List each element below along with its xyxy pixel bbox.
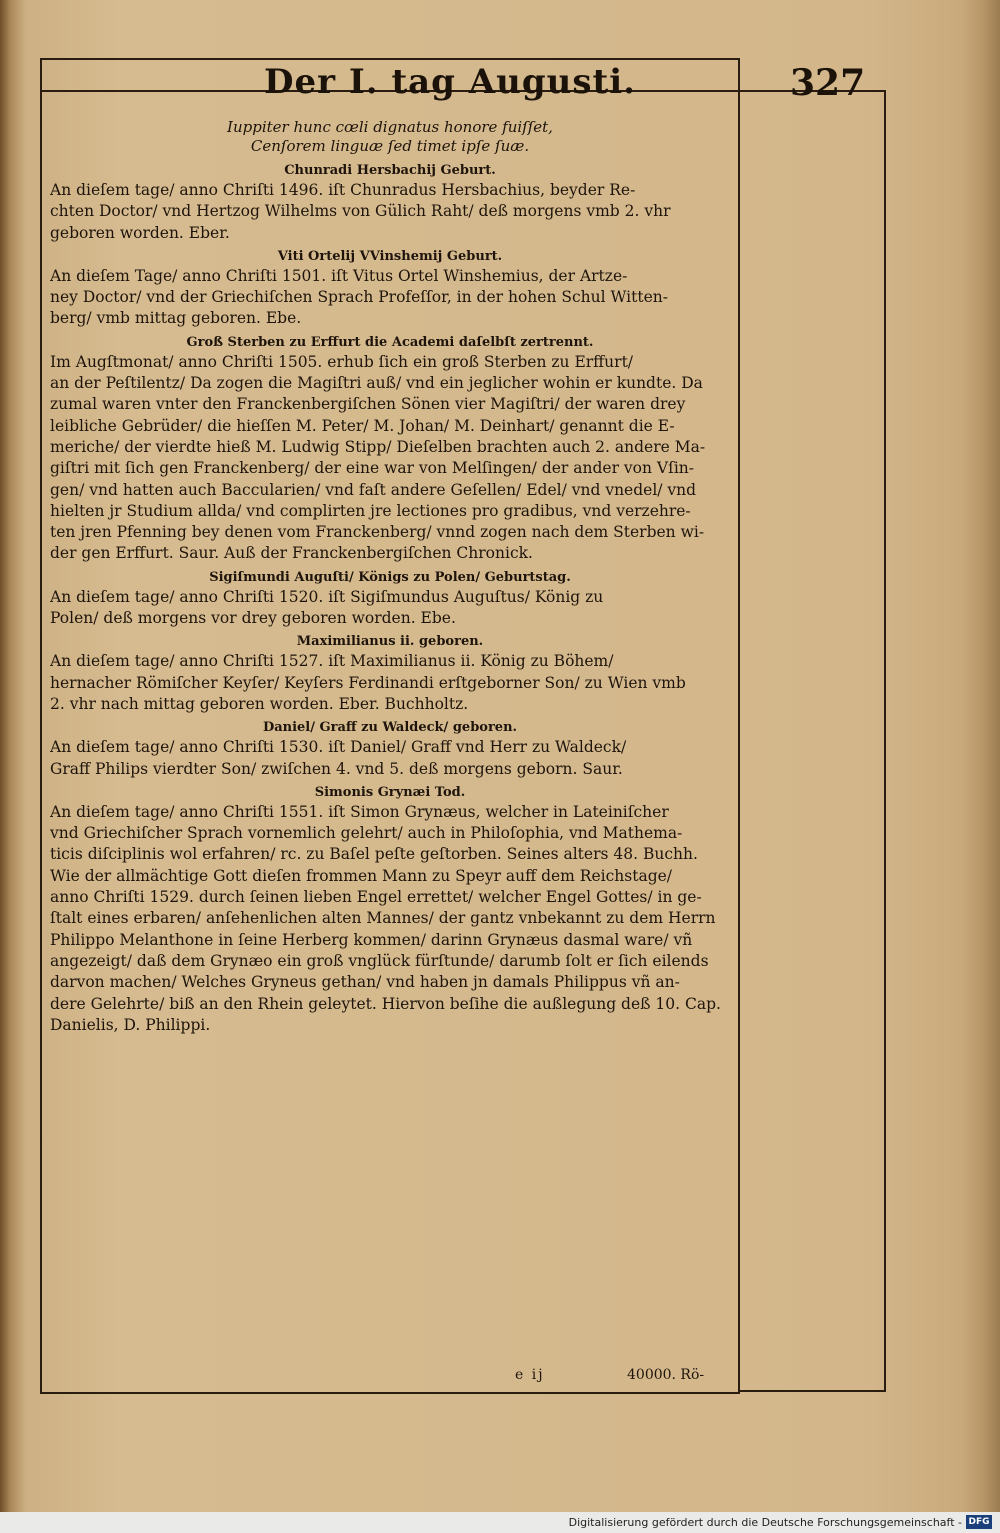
epigraph (50, 118, 730, 156)
page-content (50, 118, 730, 1040)
dfg-logo-icon: DFG (966, 1515, 992, 1529)
text-line: Philippo Melanthone in ſeine Herberg kommen/ darinn Grynæus dasmal ware/ vñ (50, 930, 693, 949)
text-line: Graff Philips vierdter Son/ zwiſchen 4. vnd 5. deß morgens geborn. Saur. (50, 759, 623, 778)
text-line: gen/ vnd hatten auch Baccularien/ vnd faſt andere Geſellen/ Edel/ vnd vnedel/ vnd (50, 480, 697, 499)
entry-heading: Viti Ortelij VVinshemij Geburt. (277, 248, 503, 264)
entry-body (50, 651, 730, 715)
signature-mark: e ij (515, 1367, 545, 1383)
text-line: leibliche Gebrüder/ die hieſſen M. Peter/ M. Johan/ M. Deinhart/ genannt die E- (50, 416, 675, 435)
entry-body (50, 180, 730, 244)
entry-grynaeus (50, 784, 730, 1036)
entry-daniel (50, 719, 730, 780)
entry-heading: Chunradi Hersbachij Geburt. (284, 163, 496, 178)
text-line: hernacher Römiſcher Keyſer/ Keyſers Ferdinandi erſtgeborner Son/ zu Wien vmb (50, 673, 686, 692)
entry-maximilian (50, 633, 730, 715)
text-line: ten jren Pfenning bey denen vom Franckenberg/ vnnd zogen nach dem Sterben wi- (50, 523, 705, 542)
entry-erfurt-plague (50, 334, 730, 565)
text-line: Wie der allmächtige Gott dieſen frommen Mann zu Speyr auff dem Reichstage/ (50, 866, 673, 885)
text-line: An dieſem Tage/ anno Chriſti 1501. iſt Vitus Ortel Winshemius, der Artze- (50, 266, 628, 285)
entry-body (50, 802, 730, 1036)
text-line: ney Doctor/ vnd der Griechiſchen Sprach Profeſſor, in der hohen Schul Witten- (50, 288, 668, 307)
funding-credit: Digitalisierung gefördert durch die Deutsche Forschungsgemeinschaft - (568, 1516, 962, 1529)
text-line: An dieſem tage/ anno Chriſti 1530. iſt Daniel/ Graff vnd Herr zu Waldeck/ (50, 738, 627, 757)
text-line: zumal waren vnter den Franckenbergiſchen Sönen vier Magiſtri/ der waren drey (50, 395, 686, 414)
text-line: giſtri mit ſich gen Franckenberg/ der eine war von Melſingen/ der ander von Vſin- (50, 459, 695, 478)
text-line: chten Doctor/ vnd Hertzog Wilhelms von Gülich Raht/ deß morgens vmb 2. vhr (50, 202, 671, 221)
text-line: berg/ vmb mittag geboren. Ebe. (50, 309, 302, 328)
text-line: 2. vhr nach mittag geboren worden. Eber. Buchholtz. (50, 694, 469, 713)
entry-heading: Groß Sterben zu Erffurt die Academi daſelbſt zertrennt. (186, 334, 594, 350)
text-line: meriche/ der vierdte hieß M. Ludwig Stipp/ Dieſelben brachten auch 2. andere Ma- (50, 437, 706, 456)
epigraph-line: Cenſorem linguæ ſed timet ipſe ſuæ. (250, 137, 530, 155)
entry-body (50, 737, 730, 780)
text-line: geboren worden. Eber. (50, 223, 230, 242)
entry-heading: Maximilianus ii. geboren. (296, 634, 484, 650)
running-head: Der I. tag Augusti. (264, 62, 636, 102)
text-line: An dieſem tage/ anno Chriſti 1551. iſt Simon Grynæus, welcher in Lateiniſcher (50, 802, 669, 821)
entry-body (50, 352, 730, 565)
epigraph-line: Iuppiter hunc cœli dignatus honore fuiſſet, (227, 118, 553, 136)
page-number: 327 (790, 62, 866, 104)
text-line: an der Peſtilentz/ Da zogen die Magiſtri auß/ vnd ein jeglicher wohin er kundte. Da (50, 374, 703, 393)
entry-body (50, 587, 730, 630)
text-line: An dieſem tage/ anno Chriſti 1520. iſt Sigiſmundus Auguſtus/ König zu (50, 587, 604, 606)
entry-ortel (50, 248, 730, 330)
entry-heading: Sigiſmundi Auguſti/ Königs zu Polen/ Geburtstag. (209, 569, 571, 585)
margin-column (738, 92, 886, 1392)
entry-sigismund (50, 569, 730, 630)
entry-heading: Simonis Grynæi Tod. (314, 784, 466, 800)
catchword: 40000. Rö- (627, 1367, 705, 1383)
text-line: hielten jr Studium allda/ vnd complirten jre lectiones pro gradibus, vnd verzehre- (50, 501, 691, 520)
text-line: dere Gelehrte/ biß an den Rhein geleytet. Hiervon beſihe die außlegung deß 10. Cap. (50, 994, 721, 1013)
entry-hersbach (50, 162, 730, 244)
text-line: ſtalt eines erbaren/ anſehenlichen alten Mannes/ der gantz vnbekannt zu dem Herrn (50, 909, 716, 928)
text-line: angezeigt/ daß dem Grynæo ein groß vnglück fürſtunde/ darumb ſolt er ſich eilends (50, 951, 709, 970)
text-line: Polen/ deß morgens vor drey geboren worden. Ebe. (50, 609, 456, 628)
entry-heading: Daniel/ Graff zu Waldeck/ geboren. (262, 720, 518, 736)
text-line: darvon machen/ Welches Gryneus gethan/ vnd haben jn damals Philippus vñ an- (50, 973, 680, 992)
text-line: der gen Erffurt. Saur. Auß der Franckenbergiſchen Chronick. (50, 544, 533, 563)
text-line: vnd Griechiſcher Sprach vornemlich gelehrt/ auch in Philoſophia, vnd Mathema- (50, 824, 683, 843)
text-line: An dieſem tage/ anno Chriſti 1496. iſt Chunradus Hersbachius, beyder Re- (50, 181, 636, 199)
text-line: Im Augſtmonat/ anno Chriſti 1505. erhub ſich ein groß Sterben zu Erffurt/ (50, 352, 634, 371)
text-line: anno Chriſti 1529. durch ſeinen lieben Engel errettet/ welcher Engel Gottes/ in ge- (50, 888, 702, 907)
text-line: Danielis, D. Philippi. (50, 1015, 211, 1034)
text-line: ticis diſciplinis wol erfahren/ rc. zu Baſel peſte geſtorben. Seines alters 48. Buchh. (50, 845, 698, 864)
entry-body (50, 266, 730, 330)
text-line: An dieſem tage/ anno Chriſti 1527. iſt Maximilianus ii. König zu Böhem/ (50, 652, 614, 671)
